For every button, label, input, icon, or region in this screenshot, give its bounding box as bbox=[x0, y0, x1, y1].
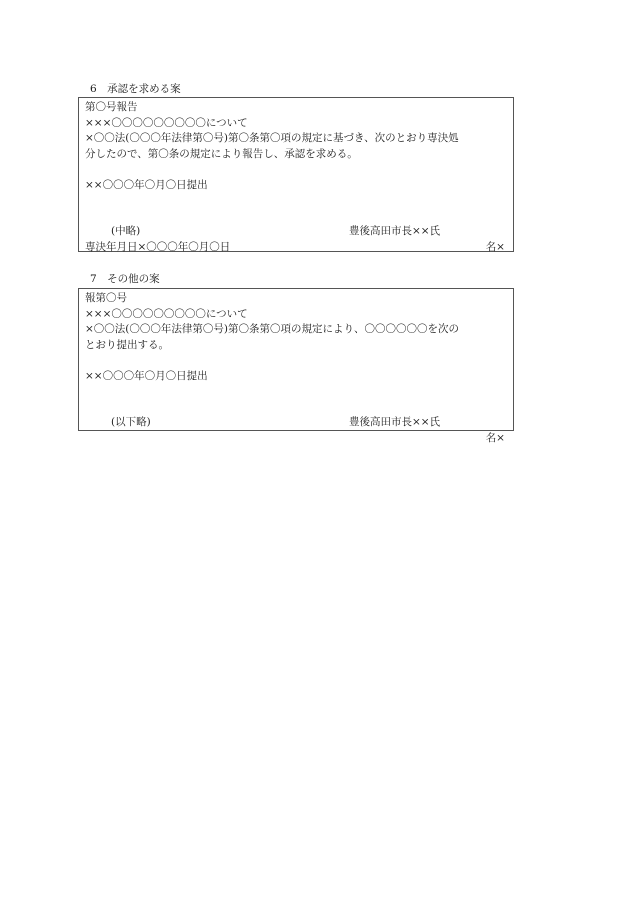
other-proposal-box bbox=[78, 288, 514, 444]
mayor-name: 名× bbox=[485, 431, 505, 444]
mayor-name: 名× bbox=[485, 240, 505, 253]
report-subject: ×××〇〇〇〇〇〇〇〇〇について bbox=[85, 116, 248, 129]
omission-note: (以下略) bbox=[111, 416, 151, 428]
report-subject: ×××〇〇〇〇〇〇〇〇〇について bbox=[85, 307, 248, 320]
report-body-line-1: ×〇〇法(〇〇〇年法律第〇号)第〇条第〇項の規定に基づき、次のとおり専決処 bbox=[85, 132, 459, 144]
mayor-title: 豊後高田市長××氏 bbox=[349, 225, 441, 237]
report-number: 報第〇号 bbox=[85, 292, 127, 304]
submission-date: ××〇〇〇年〇月〇日提出 bbox=[85, 369, 208, 382]
omission-note: (中略) bbox=[111, 225, 141, 237]
section-7-heading: 7 その他の案 bbox=[90, 273, 160, 285]
report-number: 第〇号報告 bbox=[85, 101, 138, 113]
report-body-line-2: 分したので、第〇条の規定により報告し、承認を求める。 bbox=[85, 147, 358, 160]
mayor-title: 豊後高田市長××氏 bbox=[349, 416, 441, 428]
blank-line bbox=[85, 384, 507, 400]
blank-line bbox=[85, 162, 507, 178]
submission-date: ××〇〇〇年〇月〇日提出 bbox=[85, 178, 208, 191]
section-6-heading: 6 承認を求める案 bbox=[90, 83, 181, 95]
blank-line bbox=[85, 353, 507, 369]
approval-proposal-box bbox=[78, 97, 514, 252]
decision-date: 専決年月日×〇〇〇年〇月〇日 bbox=[85, 240, 231, 253]
report-body-line-2: とおり提出する。 bbox=[85, 338, 169, 351]
blank-line bbox=[85, 193, 507, 209]
report-body-line-1: ×〇〇法(〇〇〇年法律第〇号)第〇条第〇項の規定により、〇〇〇〇〇〇を次の bbox=[85, 323, 459, 335]
